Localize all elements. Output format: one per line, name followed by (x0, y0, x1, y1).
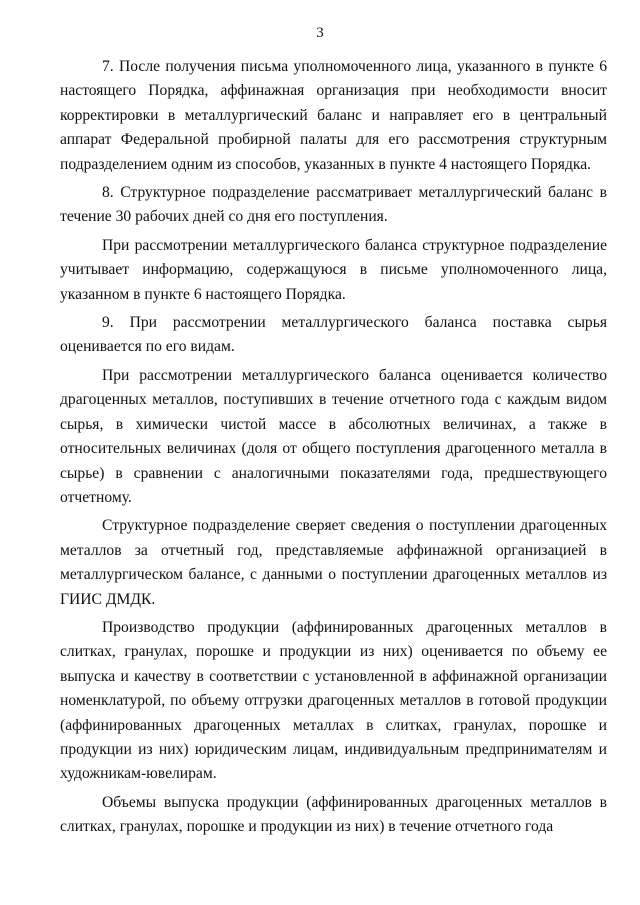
paragraph-9-quantity: При рассмотрении металлургического баланса оценивается количество драгоценных металлов, поступивших в течение отчетного года с каждым видом сырья, в химически чистой массе в абсолютных величинах, а также в относительных величинах (доля от общего поступления драгоценного металла в сырье) в сравнении с аналогичными показателями года, предшествующего отчетному. (60, 366, 607, 506)
paragraph-8: 8. Структурное подразделение рассматривает металлургический баланс в течение 30 рабочих дней со дня его поступления. (60, 184, 607, 226)
paragraph-8-consideration: При рассмотрении металлургического баланса структурное подразделение учитывает информацию, содержащуюся в письме уполномоченного лица, указанном в пункте 6 настоящего Порядка. (60, 236, 607, 303)
paragraph-7: 7. После получения письма уполномоченного лица, указанного в пункте 6 настоящего Порядка, аффинажная организация при необходимости вносит корректировки в металлургический баланс и направляет его в центральный аппарат Федеральной пробирной палаты для его рассмотрения структурным подразделением одним из способов, указанных в пункте 4 настоящего Порядка. (60, 58, 607, 173)
paragraph-9-verification: Структурное подразделение сверяет сведения о поступлении драгоценных металлов за отчетный год, представляемые аффинажной организацией в металлургическом балансе, с данными о поступлении драгоценных металлов из ГИИС ДМДК. (60, 517, 607, 608)
paragraph-9-production: Производство продукции (аффинированных драгоценных металлов в слитках, гранулах, порошке и продукции из них) оценивается по объему ее выпуска и качеству в соответствии с установленной в аффинажной организации номенклатурой, по объему отгрузки драгоценных металлов в готовой продукции (аффинированных драгоценных металлах в слитках, гранулах, порошке и продукции из них) юридическим лицам, индивидуальным предпринимателям и художникам-ювелирам. (60, 618, 607, 783)
page-number: 3 (316, 25, 324, 41)
paragraph-9: 9. При рассмотрении металлургического баланса поставка сырья оценивается по его видам. (60, 314, 607, 356)
document-body (60, 55, 607, 844)
paragraph-9-volumes: Объемы выпуска продукции (аффинированных драгоценных металлов в слитках, гранулах, порошке и продукции из них) в течение отчетного года (60, 793, 607, 836)
